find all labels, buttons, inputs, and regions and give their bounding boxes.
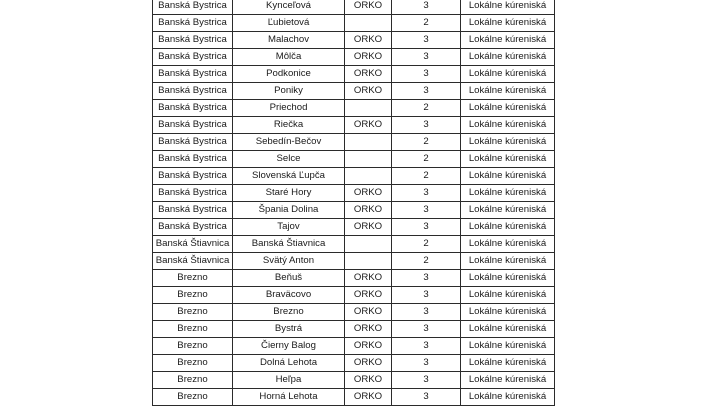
town-cell: Poniky [233,83,345,100]
type-cell: Lokálne kúreniská [461,83,555,100]
district-cell: Banská Bystrica [153,134,233,151]
type-cell: Lokálne kúreniská [461,151,555,168]
town-cell: Čierny Balog [233,338,345,355]
table-row [153,236,555,253]
orko-cell: ORKO [345,338,392,355]
orko-cell: ORKO [345,83,392,100]
category-cell: 2 [392,100,461,117]
category-cell: 3 [392,117,461,134]
category-cell: 3 [392,338,461,355]
district-cell: Banská Bystrica [153,83,233,100]
orko-cell: ORKO [345,355,392,372]
table-row [153,202,555,219]
district-cell: Banská Bystrica [153,100,233,117]
town-cell: Tajov [233,219,345,236]
type-cell: Lokálne kúreniská [461,236,555,253]
type-cell: Lokálne kúreniská [461,372,555,389]
table-row [153,49,555,66]
town-cell: Beňuš [233,270,345,287]
category-cell: 3 [392,355,461,372]
type-cell: Lokálne kúreniská [461,389,555,406]
orko-cell: ORKO [345,117,392,134]
orko-cell [345,236,392,253]
district-cell: Banská Štiavnica [153,236,233,253]
district-cell: Brezno [153,372,233,389]
town-cell: Dolná Lehota [233,355,345,372]
category-cell: 3 [392,304,461,321]
category-cell: 3 [392,321,461,338]
table-row [153,389,555,406]
town-cell: Staré Hory [233,185,345,202]
orko-cell: ORKO [345,66,392,83]
district-cell: Banská Bystrica [153,151,233,168]
table-row [153,219,555,236]
type-cell: Lokálne kúreniská [461,134,555,151]
table-row [153,151,555,168]
category-cell: 2 [392,15,461,32]
type-cell: Lokálne kúreniská [461,49,555,66]
town-cell: Priechod [233,100,345,117]
type-cell: Lokálne kúreniská [461,66,555,83]
table-row [153,304,555,321]
category-cell: 3 [392,185,461,202]
town-cell: Sebedín-Bečov [233,134,345,151]
town-cell: Banská Štiavnica [233,236,345,253]
table-row [153,15,555,32]
district-cell: Banská Bystrica [153,15,233,32]
district-cell: Banská Bystrica [153,0,233,15]
town-cell: Ľubietová [233,15,345,32]
table-row [153,134,555,151]
type-cell: Lokálne kúreniská [461,168,555,185]
category-cell: 3 [392,202,461,219]
table-row [153,287,555,304]
district-cell: Banská Bystrica [153,117,233,134]
category-cell: 3 [392,49,461,66]
type-cell: Lokálne kúreniská [461,270,555,287]
orko-cell: ORKO [345,372,392,389]
type-cell: Lokálne kúreniská [461,253,555,270]
type-cell: Lokálne kúreniská [461,219,555,236]
table-row [153,0,555,15]
table-row [153,66,555,83]
district-cell: Banská Bystrica [153,202,233,219]
town-cell: Malachov [233,32,345,49]
category-cell: 2 [392,236,461,253]
table-row [153,270,555,287]
table-row [153,355,555,372]
district-cell: Banská Bystrica [153,219,233,236]
category-cell: 3 [392,372,461,389]
district-cell: Brezno [153,304,233,321]
category-cell: 3 [392,0,461,15]
orko-cell: ORKO [345,389,392,406]
district-cell: Banská Bystrica [153,168,233,185]
orko-cell [345,151,392,168]
town-cell: Kynceľová [233,0,345,15]
town-cell: Horná Lehota [233,389,345,406]
category-cell: 2 [392,134,461,151]
category-cell: 2 [392,168,461,185]
table-row [153,100,555,117]
town-cell: Brezno [233,304,345,321]
town-cell: Heľpa [233,372,345,389]
district-cell: Banská Bystrica [153,32,233,49]
orko-cell: ORKO [345,270,392,287]
type-cell: Lokálne kúreniská [461,338,555,355]
type-cell: Lokálne kúreniská [461,32,555,49]
category-cell: 3 [392,32,461,49]
table-row [153,185,555,202]
category-cell: 3 [392,219,461,236]
type-cell: Lokálne kúreniská [461,117,555,134]
district-cell: Brezno [153,321,233,338]
type-cell: Lokálne kúreniská [461,100,555,117]
orko-cell: ORKO [345,0,392,15]
town-cell: Môlča [233,49,345,66]
district-cell: Banská Bystrica [153,66,233,83]
type-cell: Lokálne kúreniská [461,185,555,202]
category-cell: 3 [392,83,461,100]
town-cell: Selce [233,151,345,168]
orko-cell: ORKO [345,219,392,236]
district-cell: Brezno [153,389,233,406]
type-cell: Lokálne kúreniská [461,202,555,219]
town-cell: Podkonice [233,66,345,83]
district-cell: Banská Bystrica [153,49,233,66]
town-cell: Braväcovo [233,287,345,304]
category-cell: 3 [392,66,461,83]
orko-cell: ORKO [345,304,392,321]
type-cell: Lokálne kúreniská [461,15,555,32]
orko-cell [345,15,392,32]
orko-cell [345,253,392,270]
category-cell: 2 [392,253,461,270]
district-cell: Brezno [153,338,233,355]
district-cell: Brezno [153,287,233,304]
orko-cell: ORKO [345,185,392,202]
district-cell: Brezno [153,355,233,372]
town-cell: Slovenská Ľupča [233,168,345,185]
category-cell: 3 [392,287,461,304]
table-row [153,83,555,100]
document-table [152,0,555,406]
town-cell: Bystrá [233,321,345,338]
table-row [153,117,555,134]
orko-cell [345,100,392,117]
orko-cell: ORKO [345,49,392,66]
district-cell: Banská Bystrica [153,185,233,202]
orko-cell: ORKO [345,32,392,49]
table-row [153,168,555,185]
category-cell: 3 [392,389,461,406]
table-row [153,32,555,49]
table-body [153,0,555,406]
table-row [153,321,555,338]
town-cell: Svätý Anton [233,253,345,270]
orko-cell [345,168,392,185]
district-cell: Brezno [153,270,233,287]
orko-cell: ORKO [345,287,392,304]
table-row [153,372,555,389]
town-cell: Špania Dolina [233,202,345,219]
type-cell: Lokálne kúreniská [461,321,555,338]
category-cell: 3 [392,270,461,287]
type-cell: Lokálne kúreniská [461,304,555,321]
orko-cell: ORKO [345,321,392,338]
orko-cell: ORKO [345,202,392,219]
table-row [153,338,555,355]
orko-cell [345,134,392,151]
district-cell: Banská Štiavnica [153,253,233,270]
town-cell: Riečka [233,117,345,134]
type-cell: Lokálne kúreniská [461,0,555,15]
type-cell: Lokálne kúreniská [461,287,555,304]
type-cell: Lokálne kúreniská [461,355,555,372]
category-cell: 2 [392,151,461,168]
table-row [153,253,555,270]
